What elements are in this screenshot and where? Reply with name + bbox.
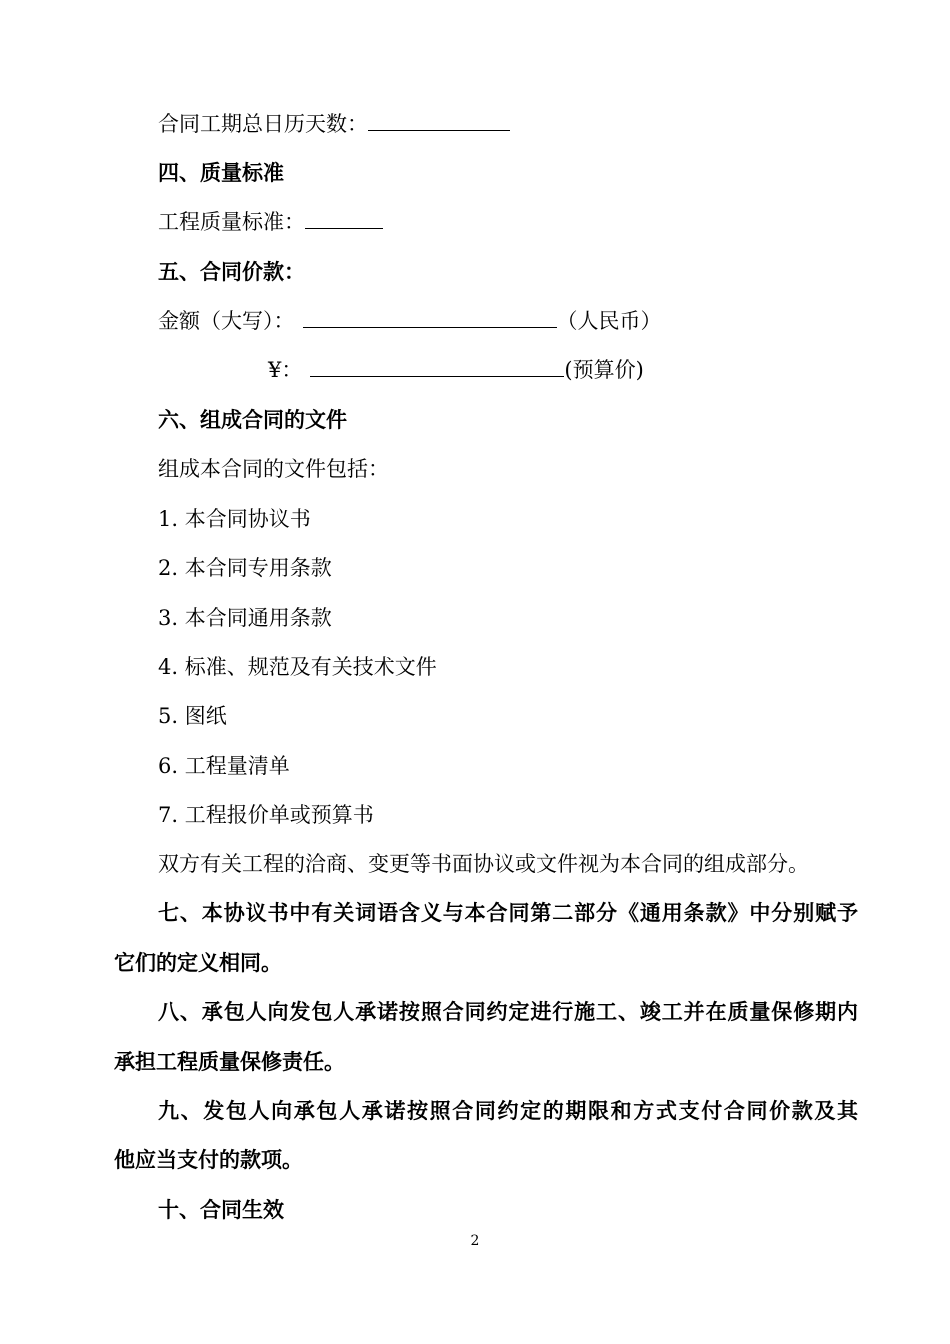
document-list-item: 5. 图纸 (158, 704, 227, 728)
section-4-title: 四、质量标准 (158, 160, 284, 185)
amount-yen-unit: (预算价) (564, 358, 644, 382)
quality-standard-label: 工程质量标准： (158, 210, 305, 234)
section-7-line-1: 七、本协议书中有关词语含义与本合同第二部分《通用条款》中分别赋予 (158, 900, 858, 925)
document-list-item: 4. 标准、规范及有关技术文件 (158, 655, 437, 679)
amount-words-unit: （人民币） (556, 309, 662, 333)
amount-yen-blank (310, 356, 564, 377)
section-10-title: 十、合同生效 (158, 1197, 284, 1222)
contract-duration-label: 合同工期总日历天数： (158, 112, 368, 136)
section-5-title: 五、合同价款： (158, 259, 305, 284)
section-7-line-2: 它们的定义相同。 (114, 950, 282, 975)
document-list-item: 1. 本合同协议书 (158, 507, 311, 531)
document-list-item: 3. 本合同通用条款 (158, 606, 332, 630)
amount-yen-label: ¥： (268, 358, 303, 382)
contract-duration-line (158, 110, 510, 138)
quality-standard-line (158, 208, 383, 236)
page-number: 2 (470, 1233, 480, 1249)
section-6-intro: 组成本合同的文件包括： (158, 457, 389, 481)
amount-yen-line (268, 356, 644, 384)
section-9-line-2: 他应当支付的款项。 (114, 1147, 303, 1172)
amount-words-blank (303, 307, 557, 328)
document-list-item: 2. 本合同专用条款 (158, 556, 332, 580)
document-list-item: 6. 工程量清单 (158, 754, 290, 778)
section-8-line-1: 八、承包人向发包人承诺按照合同约定进行施工、竣工并在质量保修期内 (158, 999, 858, 1024)
amount-words-line (158, 307, 662, 335)
section-9-line-1: 九、发包人向承包人承诺按照合同约定的期限和方式支付合同价款及其 (158, 1098, 858, 1123)
document-list-item: 7. 工程报价单或预算书 (158, 803, 374, 827)
quality-standard-blank (305, 208, 383, 229)
section-8-line-2: 承担工程质量保修责任。 (114, 1049, 345, 1074)
contract-duration-blank (368, 110, 510, 131)
section-6-note: 双方有关工程的洽商、变更等书面协议或文件视为本合同的组成部分。 (158, 852, 809, 876)
amount-words-label: 金额（大写）： (158, 309, 295, 333)
section-6-title: 六、组成合同的文件 (158, 407, 347, 432)
